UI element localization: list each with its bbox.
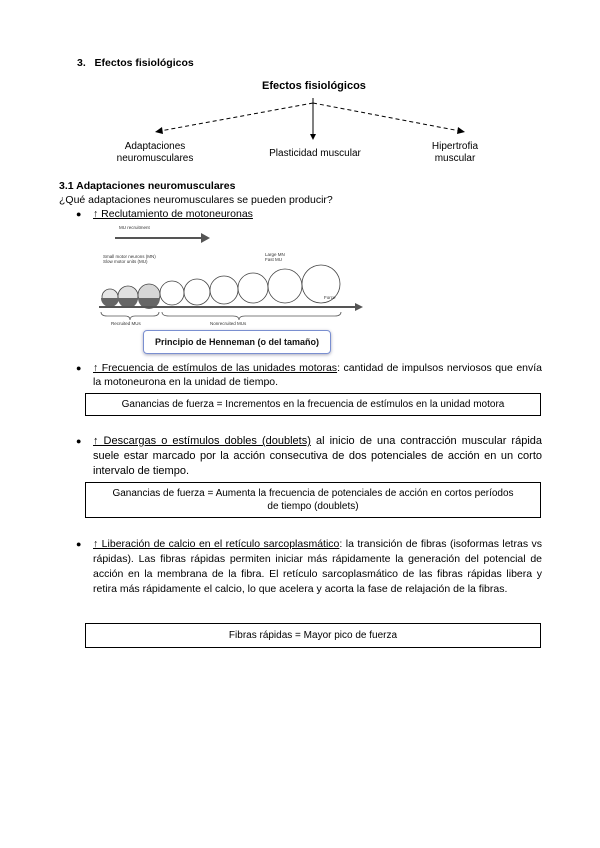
bullet-recruitment: ↑ Reclutamiento de motoneuronas (93, 208, 253, 220)
motor-unit-7 (238, 273, 268, 303)
recruitment-label: MU recruitment (119, 225, 150, 230)
branch-hypertrophy-line1: Hipertrofia (431, 141, 479, 152)
bullet-calcium (93, 537, 542, 597)
summary-box-frequency: Ganancias de fuerza = Incrementos en la frecuencia de estímulos en la unidad motora (85, 393, 541, 416)
section-number: 3. (77, 57, 86, 69)
bullet-dot: ● (76, 436, 82, 446)
subsection-title: 3.1 Adaptaciones neuromusculares (59, 180, 236, 192)
motor-unit-6 (210, 276, 238, 304)
bullet-dot: ● (76, 363, 82, 373)
arrowhead-left (155, 127, 163, 134)
subsection-question: ¿Qué adaptaciones neuromusculares se pueden producir? (59, 194, 333, 206)
motor-unit-5 (184, 279, 210, 305)
bullet-doublets-label: ↑ Descargas o estímulos dobles (doublets) (93, 435, 311, 447)
recruitment-arrowhead (201, 233, 210, 243)
diagram-title: Efectos fisiológicos (262, 80, 366, 92)
arrowhead-right (457, 127, 465, 134)
branch-neuromuscular (100, 141, 210, 165)
summary-box-doublets: Ganancias de fuerza = Aumenta la frecuencia de potenciales de acción en cortos períodos de tiempo (doublets) (85, 482, 541, 518)
nonrecruited-brace (162, 312, 341, 320)
branch-hypertrophy-line2: muscular (434, 153, 476, 164)
motor-unit-8 (268, 269, 302, 303)
summary-box-calcium: Fibras rápidas = Mayor pico de fuerza (85, 623, 541, 648)
bullet-dot: ● (76, 209, 82, 219)
branch-neuromuscular-line1: Adaptaciones (124, 141, 186, 152)
section-title: Efectos fisiológicos (94, 57, 194, 69)
bullet-calcium-label: ↑ Liberación de calcio en el retículo sarcoplasmático (93, 538, 340, 550)
recruited-label: Recruited MUs (111, 321, 141, 326)
bullet-frequency-label: ↑ Frecuencia de estímulos de las unidades motoras (93, 362, 338, 374)
motor-unit-4 (160, 281, 184, 305)
force-arrowhead (355, 303, 363, 311)
small-mn-line2: Slow motor units (MU) (103, 259, 148, 264)
large-mn-label (265, 252, 285, 262)
force-label: Force (324, 295, 336, 300)
arrow-right (313, 103, 460, 131)
effects-diagram (0, 0, 600, 180)
bullet-doublets-text: al inicio de una contracción muscular rápida suele estar marcado por la acción consecutiva de dos potenciales de acción en un corto intervalo de tiempo. (93, 435, 542, 477)
bullet-doublets (93, 434, 542, 479)
bullet-frequency (93, 361, 542, 389)
bullet-calcium-text: : la transición de fibras (isoformas letras vs rápidas). Las fibras rápidas permiten iniciar más rápidamente la generación del potencial de acción en la membrana de la fibra. El retículo sarcoplasmático de las fibras rápidas libera y retira más rápidamente el calcio, lo que acelera y acorta la fase de relajación de la fibras. (93, 538, 542, 595)
motor-unit-1-fill (101, 298, 119, 307)
nonrecruited-label: Nonrecruited MUs (210, 321, 247, 326)
henneman-label: Principio de Henneman (o del tamaño) (143, 330, 331, 354)
branch-hypertrophy (415, 141, 495, 165)
recruitment-graphic (95, 222, 375, 332)
large-mn-line1: Large MN (265, 252, 285, 257)
bullet-frequency-text: : cantidad de impulsos nerviosos que envía la motoneurona en la unidad de tiempo. (93, 362, 543, 388)
small-mn-label (103, 254, 156, 264)
arrowhead-center (310, 134, 316, 140)
arrow-left (160, 103, 313, 131)
small-mn-line1: Small motor neurons (MN) (103, 254, 156, 259)
branch-neuromuscular-line2: neuromusculares (116, 153, 194, 164)
bullet-dot: ● (76, 539, 82, 549)
recruited-brace (101, 312, 159, 320)
large-mn-line2: Fast MU (265, 257, 283, 262)
branch-plasticity: Plasticidad muscular (269, 148, 361, 159)
